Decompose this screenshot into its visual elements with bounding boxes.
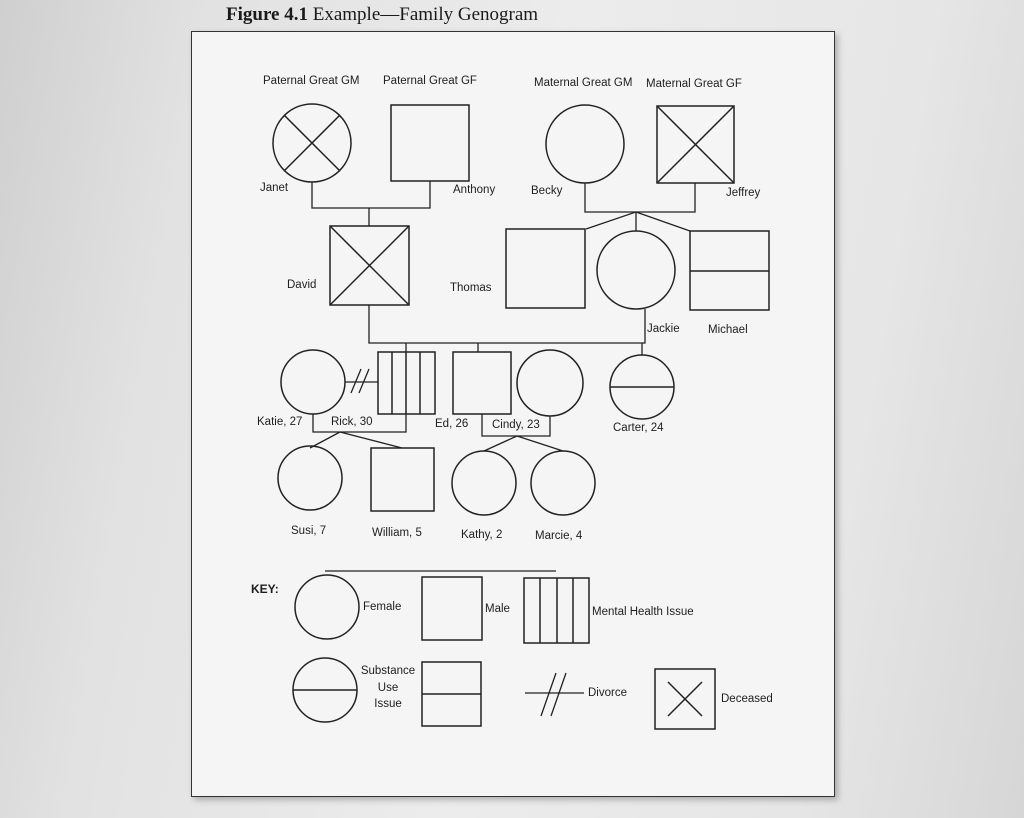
label-carter: Carter, 24 (613, 422, 664, 434)
key-male-icon (422, 577, 482, 640)
header-maternal-great-gm: Maternal Great GM (534, 77, 633, 89)
becky-symbol (546, 105, 624, 183)
william-symbol (371, 448, 434, 511)
key-male-label: Male (485, 603, 510, 615)
key-title: KEY: (251, 582, 279, 596)
katie-symbol (281, 350, 345, 414)
figure-title: Example—Family Genogram (312, 4, 539, 25)
label-jeffrey: Jeffrey (726, 187, 761, 199)
jeffrey-symbol (657, 106, 734, 183)
header-paternal-great-gm: Paternal Great GM (263, 75, 360, 87)
susi-symbol (278, 446, 342, 510)
label-ed: Ed, 26 (435, 418, 469, 430)
header-maternal-great-gf: Maternal Great GF (646, 78, 742, 90)
maternal-marriage-line (585, 183, 695, 231)
header-paternal-great-gf: Paternal Great GF (383, 75, 477, 87)
label-becky: Becky (531, 185, 563, 197)
label-william: William, 5 (372, 527, 422, 539)
label-marcie: Marcie, 4 (535, 530, 583, 542)
label-rick: Rick, 30 (331, 416, 373, 428)
label-david: David (287, 279, 317, 291)
janet-symbol (273, 104, 351, 182)
key-substance-label-2: Use (377, 682, 399, 694)
label-katie: Katie, 27 (257, 416, 303, 428)
label-janet: Janet (260, 182, 289, 194)
label-michael: Michael (708, 324, 748, 336)
key-female-label: Female (363, 601, 402, 613)
label-anthony: Anthony (453, 184, 496, 196)
label-cindy: Cindy, 23 (492, 419, 540, 431)
paternal-marriage-line (312, 181, 430, 226)
michael-symbol (690, 231, 769, 310)
rick-symbol (378, 352, 435, 414)
key-substance-label-1: Substance (360, 665, 416, 677)
anthony-symbol (391, 105, 469, 181)
key-mental-health-label: Mental Health Issue (592, 606, 694, 618)
carter-symbol (610, 355, 674, 419)
kathy-symbol (452, 451, 516, 515)
label-jackie: Jackie (647, 323, 680, 335)
ed-symbol (453, 352, 511, 414)
key-divorce-icon (525, 673, 584, 716)
thomas-symbol (506, 229, 585, 308)
david-symbol (330, 226, 409, 305)
key-divorce-label: Divorce (588, 687, 627, 699)
key-deceased-label: Deceased (721, 693, 773, 705)
key-female-icon (295, 575, 359, 639)
parents-marriage-line (369, 305, 645, 355)
key-substance-label-3: Issue (374, 698, 402, 710)
key-mental-health-icon (524, 578, 589, 643)
marcie-symbol (531, 451, 595, 515)
label-susi: Susi, 7 (291, 525, 327, 537)
label-kathy: Kathy, 2 (461, 529, 503, 541)
cindy-symbol (517, 350, 583, 416)
jackie-symbol (597, 231, 675, 309)
key-deceased-icon (655, 669, 715, 729)
label-thomas: Thomas (450, 282, 492, 294)
figure-number: Figure 4.1 (226, 4, 308, 25)
